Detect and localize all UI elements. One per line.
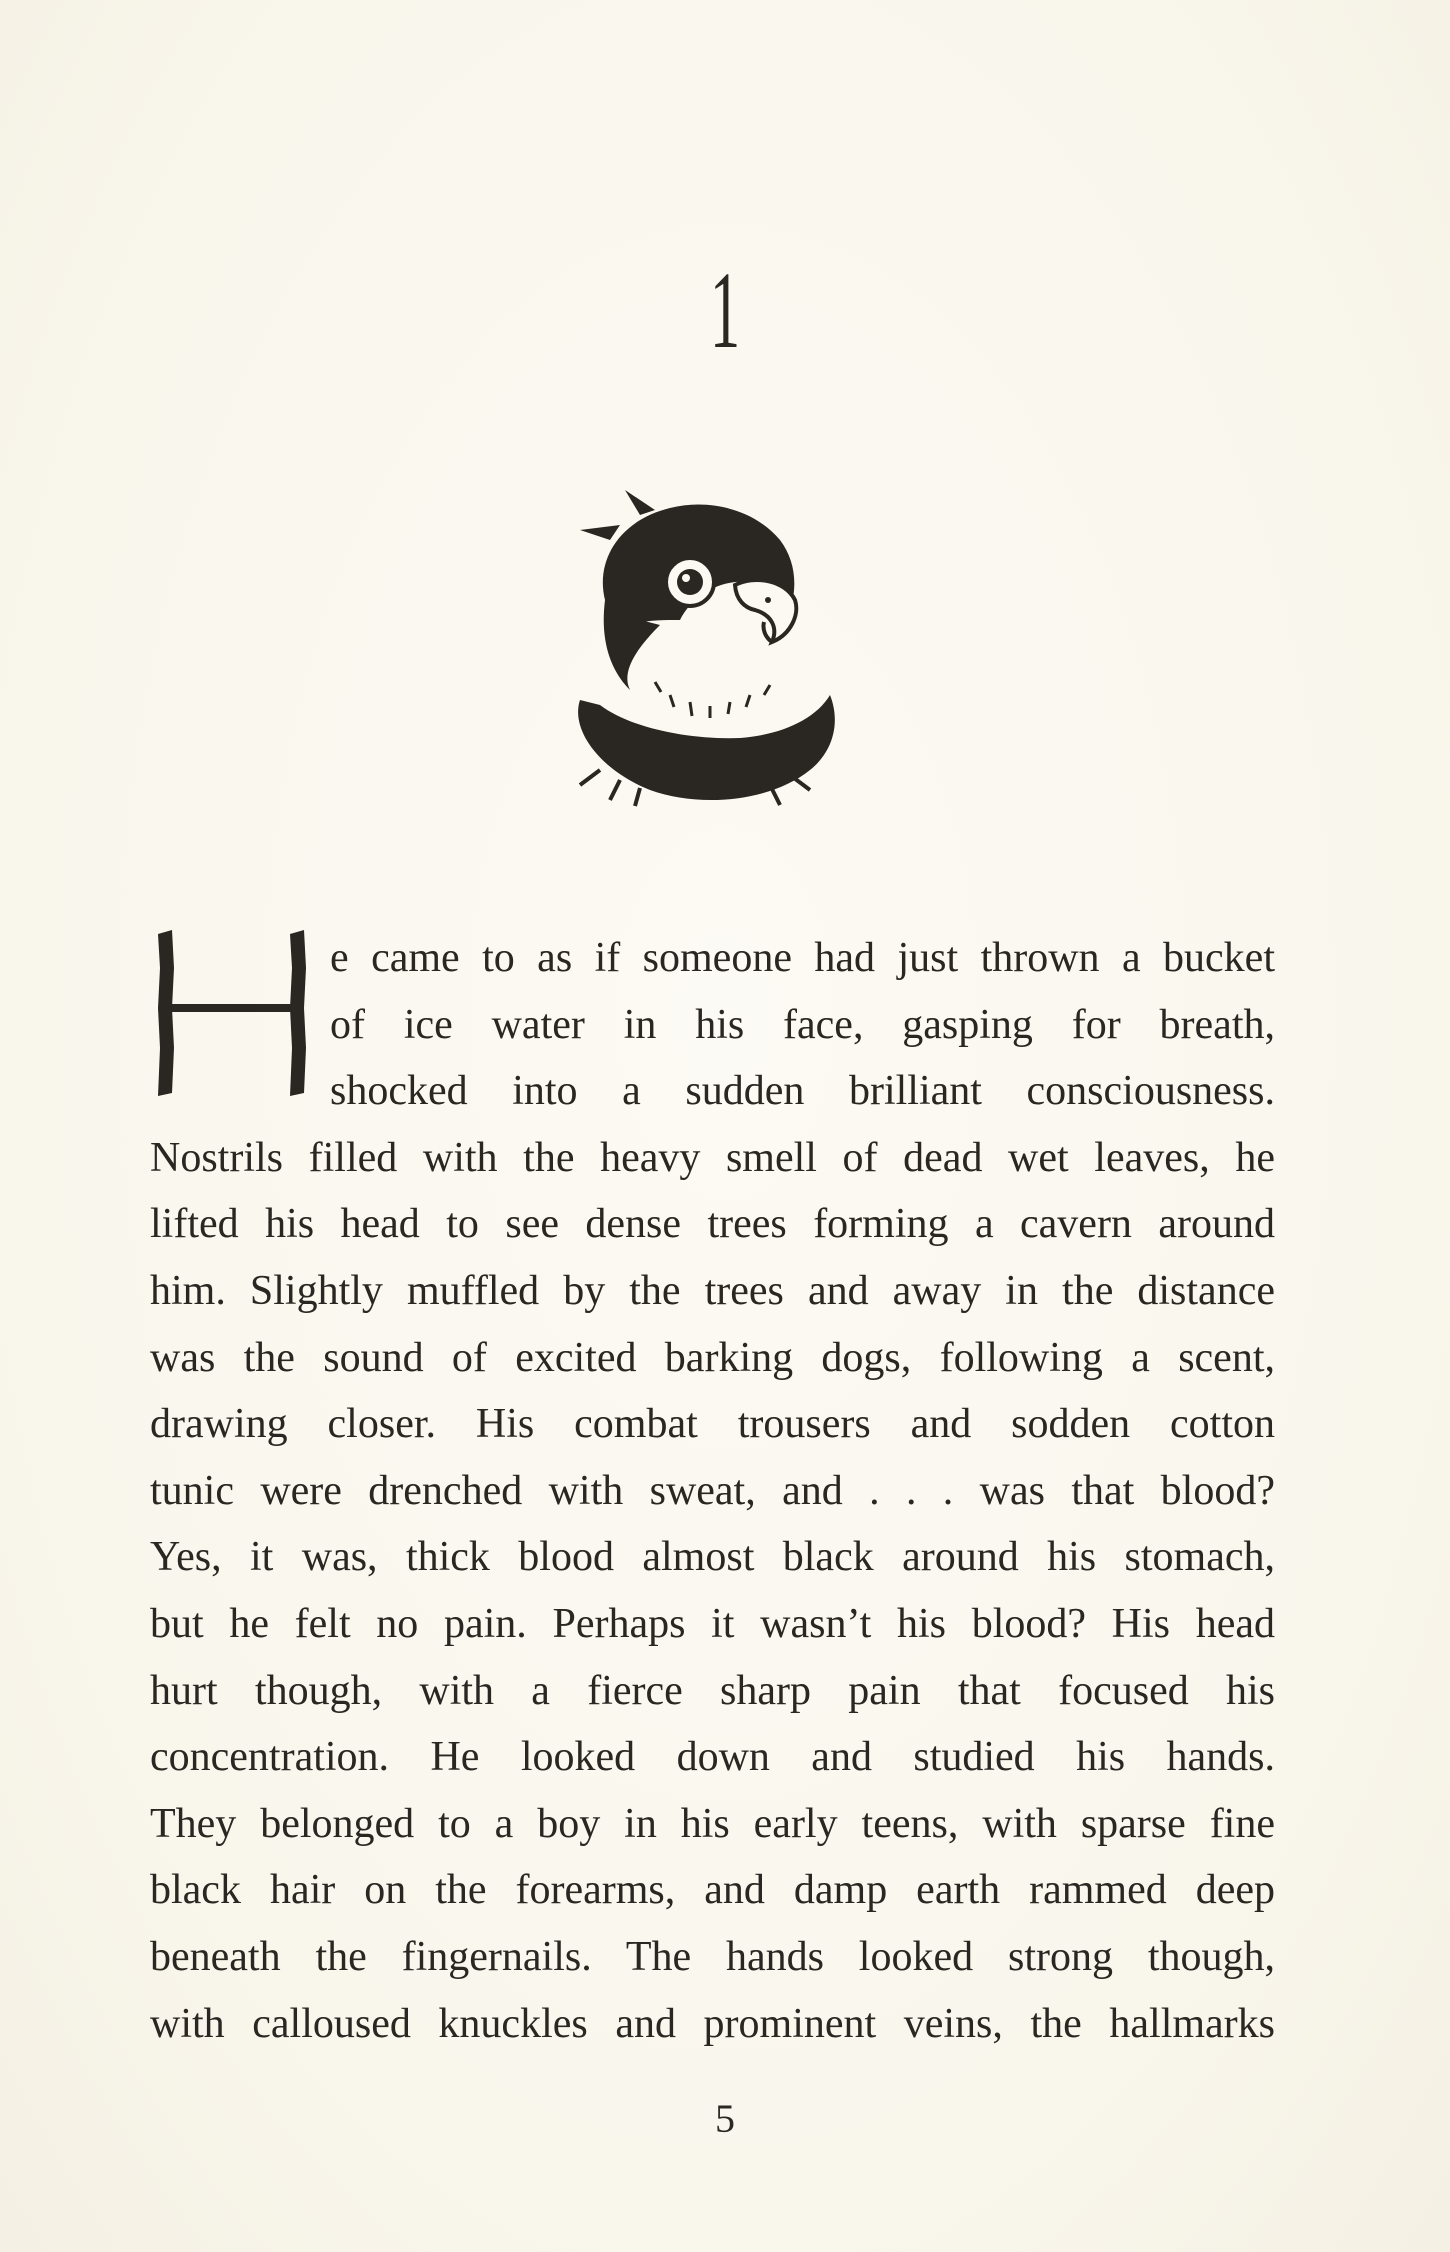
- text-line: shocked into a sudden brilliant consciousness.: [330, 1068, 1275, 1115]
- text-line: e came to as if someone had just thrown a bucket: [330, 935, 1275, 981]
- text-line: black hair on the forearms, and damp earth rammed deep: [150, 1867, 1275, 1914]
- text-line: was the sound of excited barking dogs, following a scent,: [150, 1334, 1275, 1381]
- chapter-number: 1: [709, 249, 741, 371]
- text-line: tunic were drenched with sweat, and . . . was that blood?: [150, 1467, 1275, 1514]
- falcon-head-icon: [540, 470, 850, 810]
- text-line: Yes, it was, thick blood almost black around his stomach,: [150, 1534, 1275, 1581]
- text-line: him. Slightly muffled by the trees and away in the distance: [150, 1267, 1275, 1314]
- text-line: drawing closer. His combat trousers and sodden cotton: [150, 1401, 1275, 1448]
- body-paragraph: [150, 925, 1275, 2057]
- text-line: but he felt no pain. Perhaps it wasn’t his blood? His head: [150, 1600, 1275, 1647]
- text-line: concentration. He looked down and studied his hands.: [150, 1734, 1275, 1781]
- text-line: beneath the fingernails. The hands looked strong though,: [150, 1933, 1275, 1980]
- text-line: Nostrils filled with the heavy smell of dead wet leaves, he: [150, 1134, 1275, 1181]
- text-line: hurt though, with a fierce sharp pain that focused his: [150, 1667, 1275, 1714]
- page-number: 5: [715, 2096, 735, 2141]
- text-line: of ice water in his face, gasping for breath,: [330, 1001, 1275, 1048]
- text-line: lifted his head to see dense trees forming a cavern around: [150, 1201, 1275, 1248]
- text-line: They belonged to a boy in his early teens, with sparse fine: [150, 1800, 1275, 1847]
- text-line: with calloused knuckles and prominent veins, the hallmarks: [150, 2000, 1275, 2047]
